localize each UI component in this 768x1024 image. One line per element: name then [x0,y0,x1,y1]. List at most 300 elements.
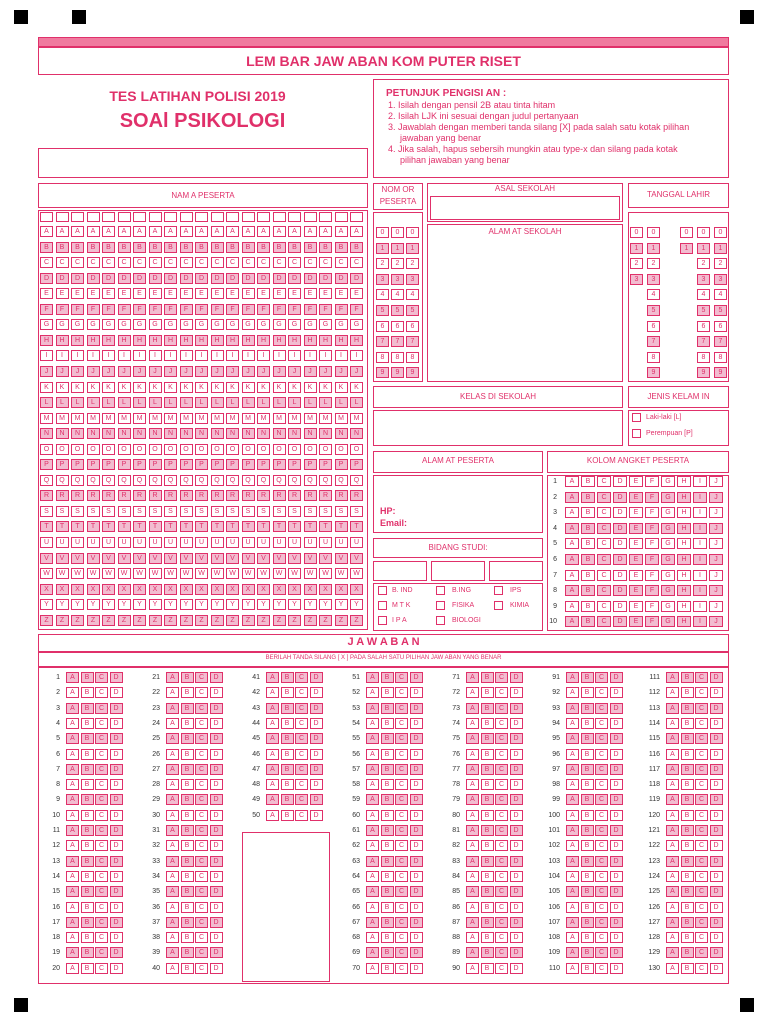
answer-bubble[interactable]: A [66,856,79,867]
name-bubble[interactable]: E [288,288,301,299]
name-bubble[interactable]: B [40,242,53,253]
answer-bubble[interactable]: D [110,840,123,851]
answer-bubble[interactable]: D [410,794,423,805]
answer-bubble[interactable]: D [710,963,723,974]
name-bubble[interactable]: P [180,459,193,470]
name-bubble[interactable]: K [87,382,100,393]
angket-bubble[interactable]: H [677,554,691,565]
answer-bubble[interactable]: D [210,856,223,867]
angket-bubble[interactable]: D [613,570,627,581]
answer-bubble[interactable]: C [295,749,308,760]
answer-bubble[interactable]: D [510,871,523,882]
answer-bubble[interactable]: B [481,871,494,882]
name-bubble[interactable]: K [335,382,348,393]
name-write-box[interactable] [288,212,301,222]
answer-bubble[interactable]: D [310,810,323,821]
answer-bubble[interactable]: D [510,825,523,836]
name-bubble[interactable]: P [226,459,239,470]
answer-bubble[interactable]: B [381,825,394,836]
name-bubble[interactable]: A [304,226,317,237]
answer-bubble[interactable]: B [481,932,494,943]
angket-bubble[interactable]: B [581,507,595,518]
answer-bubble[interactable]: D [310,703,323,714]
name-bubble[interactable]: F [242,304,255,315]
ips-checkbox[interactable] [494,586,503,595]
answer-bubble[interactable]: A [266,779,279,790]
answer-bubble[interactable]: A [366,902,379,913]
name-bubble[interactable]: J [288,366,301,377]
name-bubble[interactable]: A [273,226,286,237]
angket-bubble[interactable]: E [629,507,643,518]
answer-bubble[interactable]: D [710,672,723,683]
name-bubble[interactable]: D [180,273,193,284]
answer-bubble[interactable]: A [466,932,479,943]
answer-bubble[interactable]: D [510,810,523,821]
answer-bubble[interactable]: D [610,902,623,913]
name-bubble[interactable]: L [102,397,115,408]
name-bubble[interactable]: R [195,490,208,501]
name-bubble[interactable]: P [242,459,255,470]
name-bubble[interactable]: B [335,242,348,253]
name-bubble[interactable]: G [211,319,224,330]
answer-bubble[interactable]: D [410,764,423,775]
name-bubble[interactable]: Q [180,475,193,486]
answer-bubble[interactable]: A [566,947,579,958]
name-bubble[interactable]: K [211,382,224,393]
answer-bubble[interactable]: A [666,703,679,714]
answer-bubble[interactable]: A [466,779,479,790]
answer-bubble[interactable]: A [166,840,179,851]
answer-bubble[interactable]: C [195,902,208,913]
answer-bubble[interactable]: B [681,825,694,836]
name-write-box[interactable] [87,212,100,222]
name-bubble[interactable]: F [288,304,301,315]
name-write-box[interactable] [180,212,193,222]
name-bubble[interactable]: K [149,382,162,393]
name-bubble[interactable]: U [164,537,177,548]
name-bubble[interactable]: R [335,490,348,501]
answer-bubble[interactable]: B [481,718,494,729]
nomor-bubble[interactable]: 9 [391,367,404,378]
name-bubble[interactable]: T [87,521,100,532]
answer-bubble[interactable]: A [366,687,379,698]
name-bubble[interactable]: P [164,459,177,470]
name-bubble[interactable]: U [226,537,239,548]
answer-bubble[interactable]: B [581,687,594,698]
tanggal-bubble[interactable]: 7 [647,336,660,347]
answer-bubble[interactable]: D [110,871,123,882]
name-bubble[interactable]: V [164,553,177,564]
answer-bubble[interactable]: C [695,779,708,790]
name-bubble[interactable]: Q [211,475,224,486]
name-bubble[interactable]: W [164,568,177,579]
answer-bubble[interactable]: B [481,764,494,775]
answer-bubble[interactable]: C [95,963,108,974]
name-bubble[interactable]: B [242,242,255,253]
answer-bubble[interactable]: D [410,718,423,729]
answer-bubble[interactable]: C [695,703,708,714]
nomor-bubble[interactable]: 4 [376,289,389,300]
answer-bubble[interactable]: B [481,794,494,805]
answer-bubble[interactable]: B [581,703,594,714]
name-bubble[interactable]: A [87,226,100,237]
name-bubble[interactable]: L [149,397,162,408]
answer-bubble[interactable]: C [595,902,608,913]
name-bubble[interactable]: O [71,444,84,455]
answer-bubble[interactable]: D [710,733,723,744]
answer-bubble[interactable]: A [366,825,379,836]
name-write-box[interactable] [319,212,332,222]
name-bubble[interactable]: Q [319,475,332,486]
answer-bubble[interactable]: C [95,718,108,729]
name-bubble[interactable]: B [211,242,224,253]
answer-bubble[interactable]: A [366,932,379,943]
name-bubble[interactable]: O [149,444,162,455]
answer-bubble[interactable]: B [581,886,594,897]
name-bubble[interactable]: P [118,459,131,470]
name-bubble[interactable]: U [273,537,286,548]
tanggal-bubble[interactable]: 0 [630,227,643,238]
answer-bubble[interactable]: B [381,902,394,913]
answer-bubble[interactable]: A [666,932,679,943]
answer-bubble[interactable]: C [295,764,308,775]
answer-bubble[interactable]: B [281,672,294,683]
angket-bubble[interactable]: E [629,570,643,581]
name-bubble[interactable]: R [257,490,270,501]
name-bubble[interactable]: W [304,568,317,579]
answer-bubble[interactable]: A [566,733,579,744]
name-bubble[interactable]: V [133,553,146,564]
angket-bubble[interactable]: F [645,523,659,534]
name-write-box[interactable] [40,212,53,222]
name-bubble[interactable]: C [350,257,363,268]
name-bubble[interactable]: J [211,366,224,377]
answer-bubble[interactable]: B [681,687,694,698]
answer-bubble[interactable]: C [595,779,608,790]
answer-bubble[interactable]: D [710,825,723,836]
name-bubble[interactable]: Y [102,599,115,610]
name-bubble[interactable]: S [102,506,115,517]
name-bubble[interactable]: N [56,428,69,439]
name-bubble[interactable]: M [319,413,332,424]
name-bubble[interactable]: X [319,584,332,595]
name-bubble[interactable]: Z [350,615,363,626]
answer-bubble[interactable]: D [610,779,623,790]
answer-bubble[interactable]: C [95,672,108,683]
answer-bubble[interactable]: C [595,886,608,897]
answer-bubble[interactable]: A [466,840,479,851]
name-bubble[interactable]: G [40,319,53,330]
answer-bubble[interactable]: D [210,703,223,714]
answer-bubble[interactable]: C [195,764,208,775]
fisika-checkbox[interactable] [436,601,445,610]
angket-bubble[interactable]: G [661,523,675,534]
angket-bubble[interactable]: J [709,601,723,612]
answer-bubble[interactable]: B [281,810,294,821]
name-bubble[interactable]: J [195,366,208,377]
tanggal-bubble[interactable]: 9 [714,367,727,378]
answer-bubble[interactable]: A [366,963,379,974]
name-bubble[interactable]: Q [335,475,348,486]
answer-bubble[interactable]: D [310,672,323,683]
answer-bubble[interactable]: D [610,718,623,729]
name-bubble[interactable]: C [118,257,131,268]
answer-bubble[interactable]: A [166,749,179,760]
name-bubble[interactable]: A [242,226,255,237]
name-bubble[interactable]: V [118,553,131,564]
answer-bubble[interactable]: C [395,963,408,974]
name-bubble[interactable]: V [273,553,286,564]
name-bubble[interactable]: O [102,444,115,455]
name-bubble[interactable]: C [164,257,177,268]
answer-bubble[interactable]: D [710,840,723,851]
tanggal-bubble[interactable]: 3 [714,274,727,285]
answer-bubble[interactable]: D [710,764,723,775]
answer-bubble[interactable]: A [566,902,579,913]
name-bubble[interactable]: B [180,242,193,253]
answer-bubble[interactable]: A [266,733,279,744]
answer-bubble[interactable]: B [581,749,594,760]
answer-bubble[interactable]: B [581,917,594,928]
answer-bubble[interactable]: B [381,687,394,698]
answer-bubble[interactable]: C [495,902,508,913]
name-bubble[interactable]: H [304,335,317,346]
name-bubble[interactable]: B [350,242,363,253]
answer-bubble[interactable]: C [295,687,308,698]
name-bubble[interactable]: A [71,226,84,237]
answer-bubble[interactable]: D [410,733,423,744]
answer-bubble[interactable]: C [495,764,508,775]
name-bubble[interactable]: C [133,257,146,268]
answer-bubble[interactable]: D [110,794,123,805]
name-bubble[interactable]: T [102,521,115,532]
name-bubble[interactable]: R [40,490,53,501]
answer-bubble[interactable]: A [466,718,479,729]
answer-bubble[interactable]: A [566,749,579,760]
answer-bubble[interactable]: C [95,703,108,714]
angket-bubble[interactable]: E [629,585,643,596]
name-bubble[interactable]: K [164,382,177,393]
answer-bubble[interactable]: D [610,703,623,714]
nomor-bubble[interactable]: 4 [391,289,404,300]
answer-bubble[interactable]: D [410,917,423,928]
answer-bubble[interactable]: B [181,947,194,958]
name-bubble[interactable]: S [335,506,348,517]
name-bubble[interactable]: A [288,226,301,237]
answer-bubble[interactable]: D [110,779,123,790]
name-bubble[interactable]: M [40,413,53,424]
answer-bubble[interactable]: C [395,703,408,714]
name-bubble[interactable]: Y [226,599,239,610]
answer-bubble[interactable]: B [81,917,94,928]
answer-bubble[interactable]: A [366,871,379,882]
nomor-bubble[interactable]: 0 [406,227,419,238]
name-bubble[interactable]: X [211,584,224,595]
answer-bubble[interactable]: D [410,871,423,882]
nomor-bubble[interactable]: 1 [376,243,389,254]
answer-bubble[interactable]: C [595,749,608,760]
nomor-bubble[interactable]: 0 [391,227,404,238]
answer-bubble[interactable]: B [81,825,94,836]
angket-bubble[interactable]: H [677,507,691,518]
nomor-bubble[interactable]: 9 [406,367,419,378]
answer-bubble[interactable]: A [566,932,579,943]
answer-bubble[interactable]: C [195,718,208,729]
answer-bubble[interactable]: B [381,779,394,790]
name-bubble[interactable]: E [195,288,208,299]
answer-bubble[interactable]: C [195,840,208,851]
angket-bubble[interactable]: J [709,554,723,565]
answer-bubble[interactable]: B [481,779,494,790]
answer-bubble[interactable]: A [66,917,79,928]
name-bubble[interactable]: U [211,537,224,548]
angket-bubble[interactable]: I [693,570,707,581]
answer-bubble[interactable]: D [710,917,723,928]
name-bubble[interactable]: A [226,226,239,237]
answer-bubble[interactable]: C [95,733,108,744]
tanggal-bubble[interactable]: 4 [647,289,660,300]
answer-bubble[interactable]: D [510,917,523,928]
name-bubble[interactable]: H [335,335,348,346]
name-bubble[interactable]: Y [56,599,69,610]
angket-bubble[interactable]: I [693,523,707,534]
bind-checkbox[interactable] [378,586,387,595]
name-bubble[interactable]: P [133,459,146,470]
name-bubble[interactable]: J [226,366,239,377]
answer-bubble[interactable]: A [466,825,479,836]
answer-bubble[interactable]: C [395,733,408,744]
name-bubble[interactable]: D [56,273,69,284]
name-bubble[interactable]: D [319,273,332,284]
answer-bubble[interactable]: B [581,672,594,683]
name-bubble[interactable]: U [40,537,53,548]
answer-bubble[interactable]: C [495,963,508,974]
answer-bubble[interactable]: D [710,871,723,882]
name-bubble[interactable]: T [335,521,348,532]
name-bubble[interactable]: J [180,366,193,377]
answer-bubble[interactable]: D [410,672,423,683]
answer-bubble[interactable]: A [66,963,79,974]
name-bubble[interactable]: N [226,428,239,439]
angket-bubble[interactable]: A [565,492,579,503]
answer-bubble[interactable]: D [110,947,123,958]
answer-bubble[interactable]: B [681,886,694,897]
name-bubble[interactable]: W [149,568,162,579]
name-bubble[interactable]: C [288,257,301,268]
name-bubble[interactable]: X [180,584,193,595]
name-bubble[interactable]: B [164,242,177,253]
name-bubble[interactable]: Y [164,599,177,610]
name-bubble[interactable]: L [180,397,193,408]
answer-bubble[interactable]: C [195,871,208,882]
answer-bubble[interactable]: C [595,733,608,744]
answer-bubble[interactable]: A [666,733,679,744]
name-bubble[interactable]: U [242,537,255,548]
answer-bubble[interactable]: A [566,764,579,775]
answer-bubble[interactable]: C [595,856,608,867]
kelas-field[interactable] [373,410,623,446]
name-bubble[interactable]: X [40,584,53,595]
name-bubble[interactable]: J [87,366,100,377]
answer-bubble[interactable]: D [310,794,323,805]
answer-bubble[interactable]: A [166,902,179,913]
answer-bubble[interactable]: B [181,687,194,698]
answer-bubble[interactable]: A [166,886,179,897]
name-bubble[interactable]: I [195,350,208,361]
answer-bubble[interactable]: B [581,932,594,943]
answer-bubble[interactable]: B [381,810,394,821]
name-bubble[interactable]: H [211,335,224,346]
name-bubble[interactable]: X [304,584,317,595]
answer-bubble[interactable]: B [681,779,694,790]
answer-bubble[interactable]: D [510,749,523,760]
answer-bubble[interactable]: A [466,749,479,760]
name-bubble[interactable]: B [87,242,100,253]
answer-bubble[interactable]: C [95,856,108,867]
answer-bubble[interactable]: B [181,871,194,882]
name-bubble[interactable]: I [56,350,69,361]
name-bubble[interactable]: K [288,382,301,393]
answer-bubble[interactable]: B [681,871,694,882]
nomor-bubble[interactable]: 2 [391,258,404,269]
answer-bubble[interactable]: D [510,856,523,867]
answer-bubble[interactable]: C [695,810,708,821]
answer-bubble[interactable]: D [110,764,123,775]
answer-bubble[interactable]: B [481,840,494,851]
name-bubble[interactable]: P [149,459,162,470]
answer-bubble[interactable]: B [181,902,194,913]
angket-bubble[interactable]: F [645,570,659,581]
answer-bubble[interactable]: C [695,856,708,867]
name-bubble[interactable]: E [164,288,177,299]
answer-bubble[interactable]: B [581,963,594,974]
name-bubble[interactable]: T [350,521,363,532]
name-bubble[interactable]: R [319,490,332,501]
answer-bubble[interactable]: B [581,902,594,913]
name-bubble[interactable]: L [242,397,255,408]
name-bubble[interactable]: H [56,335,69,346]
name-bubble[interactable]: Q [288,475,301,486]
angket-bubble[interactable]: B [581,601,595,612]
answer-bubble[interactable]: B [81,947,94,958]
answer-bubble[interactable]: D [410,932,423,943]
answer-bubble[interactable]: D [410,825,423,836]
angket-bubble[interactable]: F [645,601,659,612]
alamat-sekolah-box[interactable] [427,224,623,382]
answer-bubble[interactable]: D [610,764,623,775]
name-bubble[interactable]: C [273,257,286,268]
answer-bubble[interactable]: A [366,672,379,683]
name-bubble[interactable]: O [242,444,255,455]
name-bubble[interactable]: V [319,553,332,564]
name-bubble[interactable]: Q [40,475,53,486]
name-bubble[interactable]: X [87,584,100,595]
answer-bubble[interactable]: B [381,672,394,683]
answer-bubble[interactable]: D [110,749,123,760]
answer-bubble[interactable]: A [66,902,79,913]
name-bubble[interactable]: M [133,413,146,424]
nomor-bubble[interactable]: 3 [376,274,389,285]
name-bubble[interactable]: Z [164,615,177,626]
answer-bubble[interactable]: D [610,672,623,683]
answer-bubble[interactable]: C [695,672,708,683]
answer-bubble[interactable]: A [66,687,79,698]
angket-bubble[interactable]: C [597,476,611,487]
name-bubble[interactable]: O [195,444,208,455]
answer-bubble[interactable]: A [166,871,179,882]
angket-bubble[interactable]: I [693,538,707,549]
answer-bubble[interactable]: C [595,871,608,882]
